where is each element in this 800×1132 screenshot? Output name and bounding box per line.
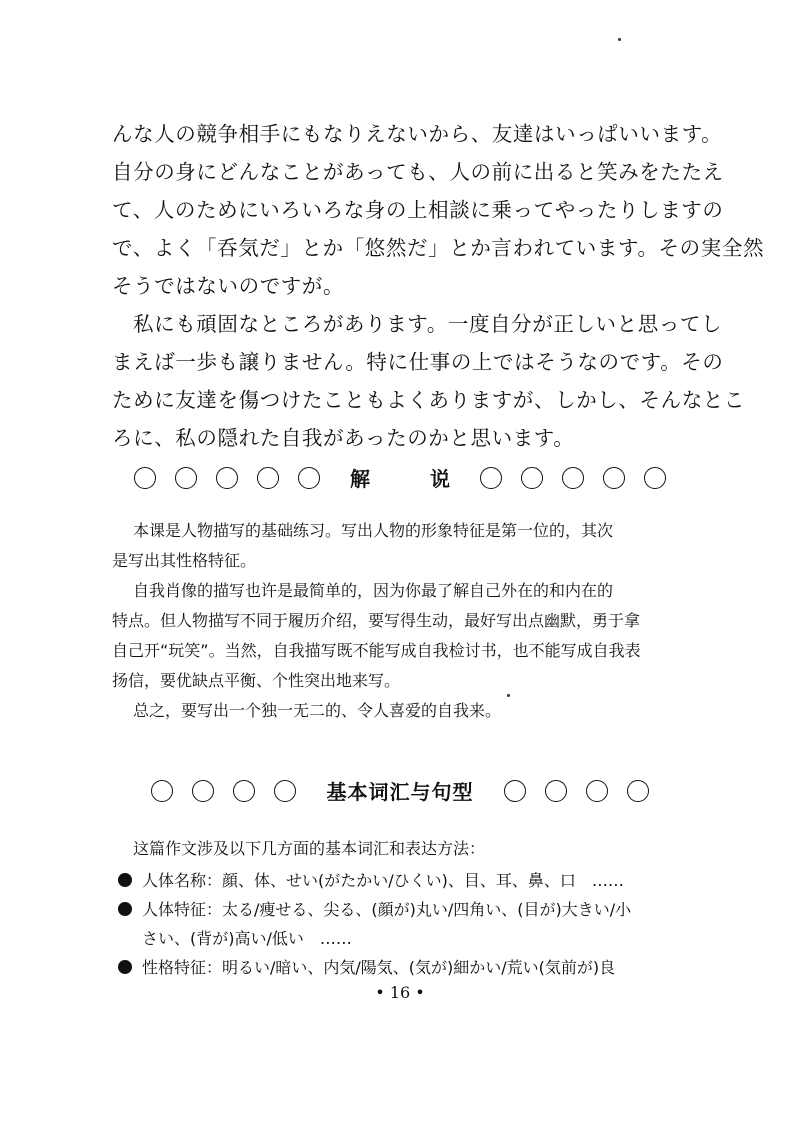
explanation-heading bbox=[0, 463, 800, 492]
circle-ornament bbox=[175, 467, 197, 489]
text-line: 人体名称：顔、体、せい(がたかい/ひくい)、目、耳、鼻、口 …… bbox=[142, 871, 624, 890]
bullet-icon bbox=[118, 902, 132, 916]
circle-ornament bbox=[627, 780, 649, 802]
text-line: 人体特征：太る/痩せる、尖る、(顔が)丸い/四角い、(目が)大きい/小 bbox=[142, 900, 632, 919]
circle-ornament bbox=[562, 467, 584, 489]
text-line: そうではないのですが。 bbox=[112, 274, 345, 298]
circle-ornament bbox=[257, 467, 279, 489]
text-line: んな人の競争相手にもなりえないから、友達はいっぱいいます。 bbox=[112, 122, 723, 146]
list-item bbox=[118, 895, 728, 953]
text-line: まえば一歩も譲りません。特に仕事の上ではそうなのです。その bbox=[112, 350, 724, 374]
text-line: 自己开“玩笑”。当然，自我描写既不能写成自我检讨书，也不能写成自我表 bbox=[112, 641, 641, 660]
circle-ornament bbox=[480, 467, 502, 489]
circle-ornament bbox=[298, 467, 320, 489]
scan-speck bbox=[618, 38, 621, 41]
vocab-intro bbox=[112, 834, 722, 864]
text-line: さい、(背が)高い/低い …… bbox=[142, 929, 352, 948]
circle-ornament bbox=[216, 467, 238, 489]
japanese-passage bbox=[112, 115, 765, 457]
bullet-icon bbox=[118, 873, 132, 887]
circle-ornament bbox=[274, 780, 296, 802]
text-line: 特点。但人物描写不同于履历介绍，要写得生动，最好写出点幽默，勇于拿 bbox=[112, 611, 641, 630]
explanation-paragraph bbox=[112, 696, 722, 726]
section-title: 基本词汇与句型 bbox=[326, 780, 474, 804]
circle-ornament bbox=[603, 467, 625, 489]
bullet-icon bbox=[118, 960, 132, 974]
explanation-paragraph bbox=[112, 576, 722, 696]
text-line: 总之，要写出一个独一无二的、令人喜爱的自我来。 bbox=[133, 701, 502, 720]
text-line: て、人のためにいろいろな身の上相談に乗ってやったりしますの bbox=[112, 198, 724, 222]
text-line: 是写出其性格特征。 bbox=[112, 551, 257, 570]
vocab-heading bbox=[0, 776, 800, 805]
text-line: 性格特征：明るい/暗い、内気/陽気、(気が)細かい/荒い(気前が)良 bbox=[142, 958, 616, 977]
vocab-list bbox=[118, 866, 728, 982]
text-line: ために友達を傷つけたこともよくありますが、しかし、そんなとこ bbox=[112, 388, 745, 412]
circle-ornament bbox=[521, 467, 543, 489]
circle-ornament bbox=[545, 780, 567, 802]
text-line: で、よく「呑気だ」とか「悠然だ」とか言われています。その実全然 bbox=[112, 236, 765, 260]
text-line: 私にも頑固なところがあります。一度自分が正しいと思ってし bbox=[133, 312, 723, 336]
section-title: 解说 bbox=[350, 467, 510, 491]
circle-ornament bbox=[644, 467, 666, 489]
text-line: 扬信，要优缺点平衡、个性突出地来写。 bbox=[112, 671, 401, 690]
circle-ornament bbox=[134, 467, 156, 489]
list-item bbox=[118, 953, 728, 982]
circle-ornament bbox=[233, 780, 255, 802]
text-line: 自分の身にどんなことがあっても、人の前に出ると笑みをたたえ bbox=[112, 160, 724, 184]
circle-ornament bbox=[504, 780, 526, 802]
circle-ornament bbox=[586, 780, 608, 802]
circle-ornament bbox=[192, 780, 214, 802]
text-line: ろに、私の隠れた自我があったのかと思います。 bbox=[112, 426, 575, 450]
text-line: 自我肖像的描写也许是最简单的，因为你最了解自己外在的和内在的 bbox=[133, 581, 614, 600]
page-number: • 16 • bbox=[375, 983, 425, 1002]
explanation-paragraph bbox=[112, 516, 722, 576]
list-item bbox=[118, 866, 728, 895]
text-line: 这篇作文涉及以下几方面的基本词汇和表达方法： bbox=[133, 839, 486, 858]
circle-ornament bbox=[151, 780, 173, 802]
text-line: 本课是人物描写的基础练习。写出人物的形象特征是第一位的，其次 bbox=[133, 521, 614, 540]
